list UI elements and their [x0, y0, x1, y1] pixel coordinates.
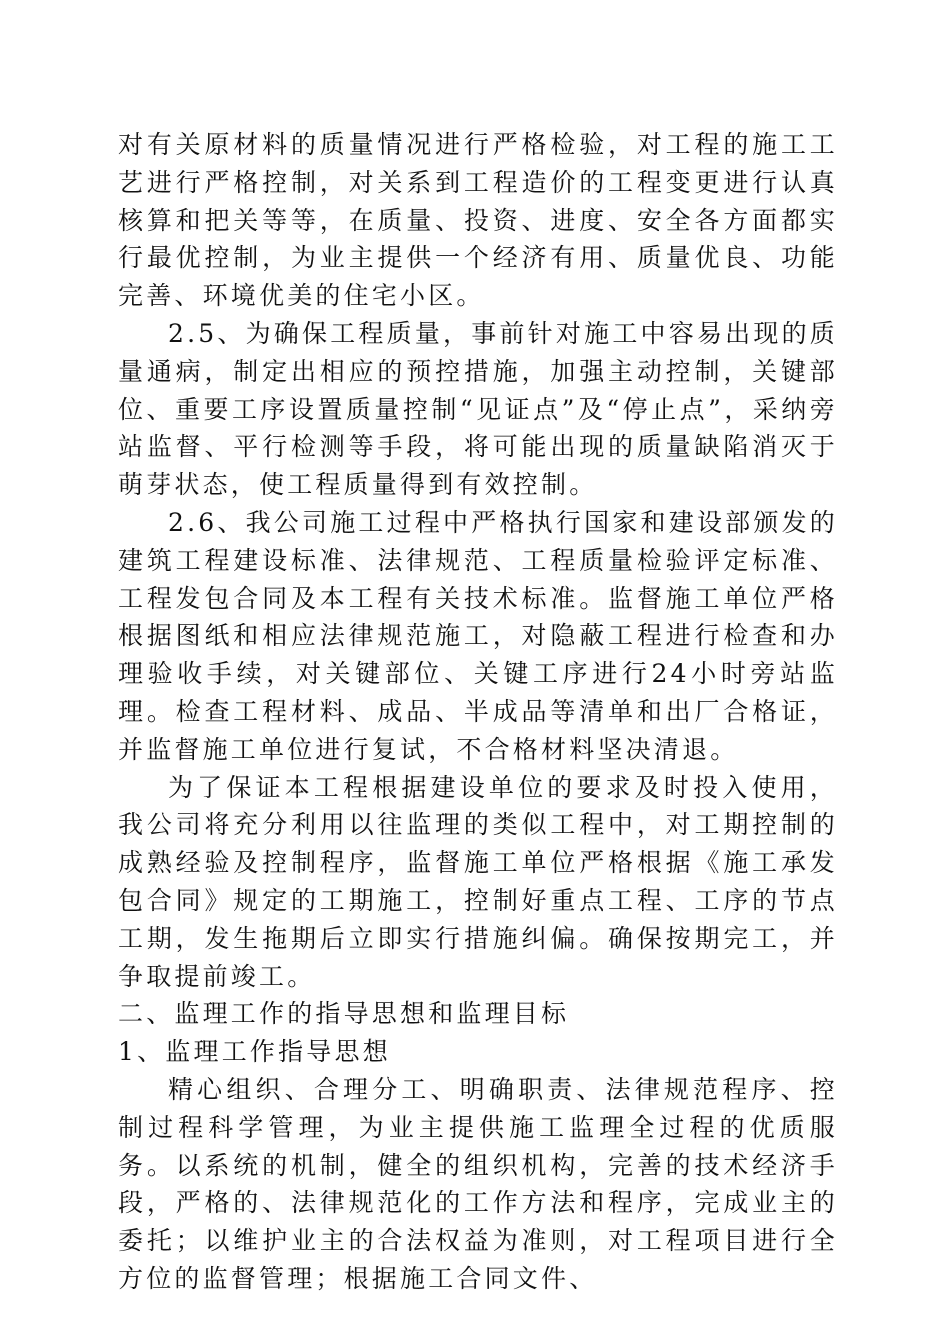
section-heading-guiding-ideology: 二、监理工作的指导思想和监理目标: [118, 999, 570, 1029]
paragraph-quality-control-continuation: 对有关原材料的质量情况进行严格检验，对工程的施工工艺进行严格控制，对关系到工程造价的工程变更进行认真核算和把关等等，在质量、投资、进度、安全各方面都实行最优控制，为业主提供一个经济有用、质量优良、功能完善、环境优美的住宅小区。: [118, 130, 838, 311]
paragraph-2-6-standards: 2.6、我公司施工过程中严格执行国家和建设部颁发的建筑工程建设标准、法律规范、工程质量检验评定标准、工程发包合同及本工程有关技术标准。监督施工单位严格根据图纸和相应法律规范施工，对隐蔽工程进行检查和办理验收手续，对关键部位、关键工序进行24小时旁站监理。检查工程材料、成品、半成品等清单和出厂合格证，并监督施工单位进行复试，不合格材料坚决清退。: [118, 507, 838, 764]
paragraph-guiding-ideology: 精心组织、合理分工、明确职责、法律规范程序、控制过程科学管理，为业主提供施工监理全过程的优质服务。以系统的机制，健全的组织机构，完善的技术经济手段，严格的、法律规范化的工作方法和程序，完成业主的委托；以维护业主的合法权益为准则，对工程项目进行全方位的监督管理；根据施工合同文件、: [118, 1074, 838, 1293]
subsection-heading-guiding-ideology: 1、监理工作指导思想: [118, 1037, 391, 1067]
document-body: [118, 126, 838, 1298]
paragraph-schedule-control: 为了保证本工程根据建设单位的要求及时投入使用，我公司将充分利用以往监理的类似工程中，对工期控制的成熟经验及控制程序，监督施工单位严格根据《施工承发包合同》规定的工期施工，控制好重点工程、工序的节点工期，发生拖期后立即实行措施纠偏。确保按期完工，并争取提前竣工。: [118, 772, 838, 991]
paragraph-2-5-quality-prevention: 2.5、为确保工程质量，事前针对施工中容易出现的质量通病，制定出相应的预控措施，加强主动控制，关键部位、重要工序设置质量控制“见证点”及“停止点”，采纳旁站监督、平行检测等手段，将可能出现的质量缺陷消灭于萌芽状态，使工程质量得到有效控制。: [118, 318, 838, 500]
